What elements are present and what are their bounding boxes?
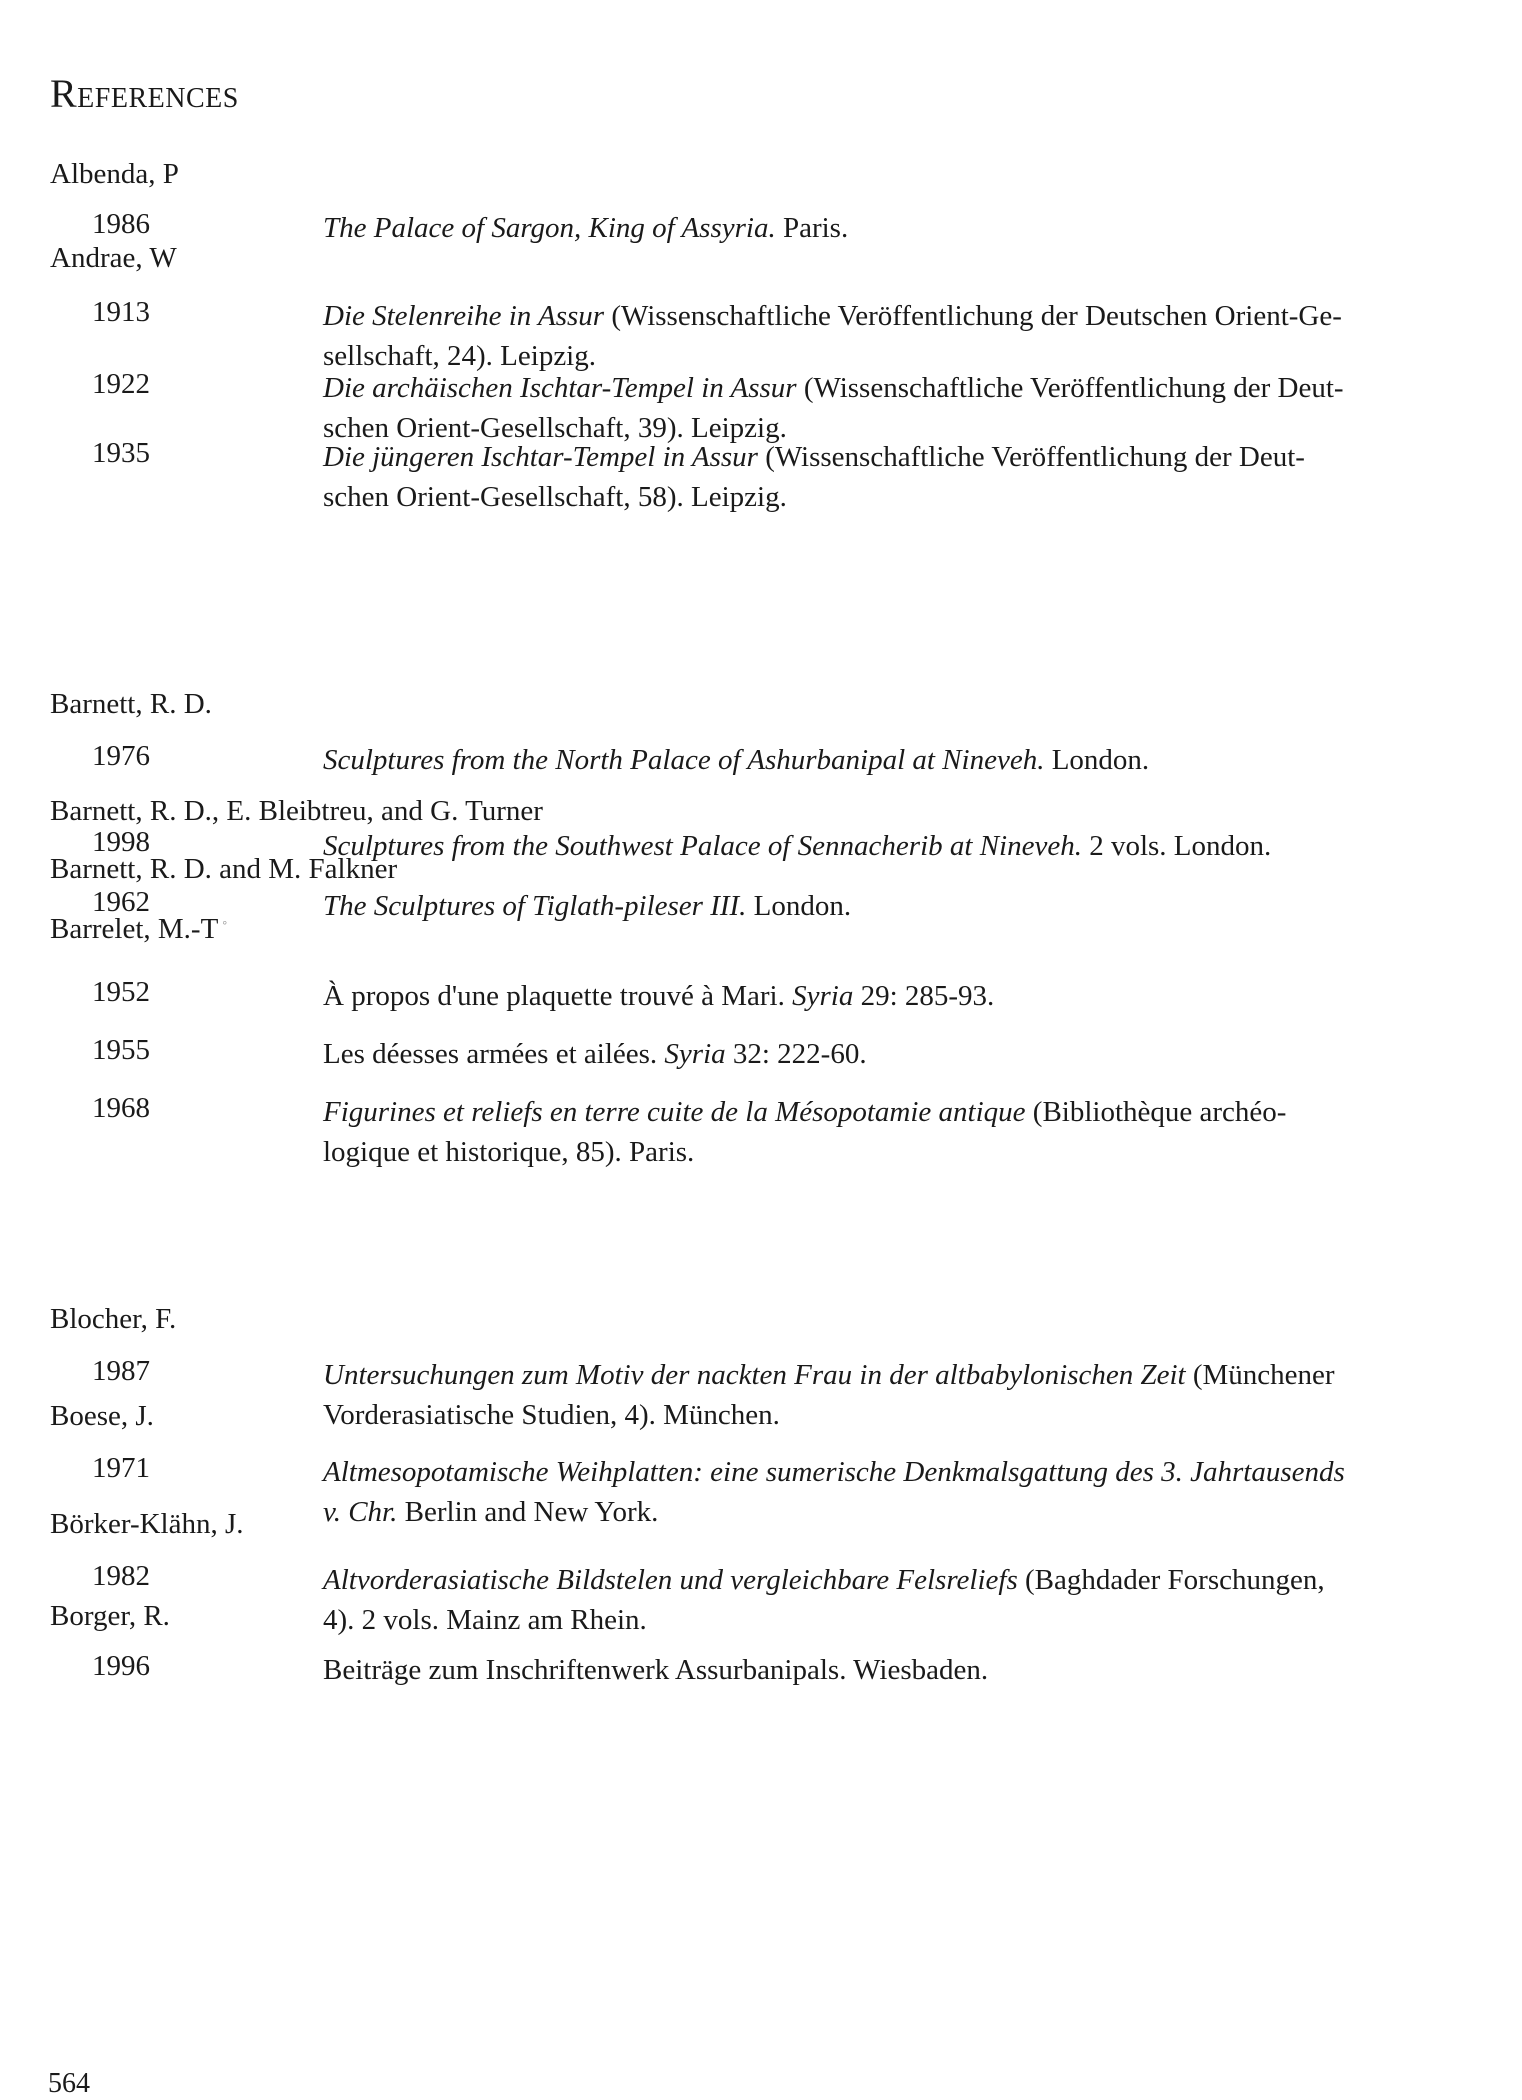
- reference-year: 1935: [92, 437, 150, 469]
- citation-title: Altmesopotamische Weihplatten: eine sumerische Denkmalsgattung des 3. Jahrtausends: [323, 1456, 1345, 1488]
- reference-citation: [323, 1560, 1325, 1640]
- reference-year: 1976: [92, 740, 150, 772]
- reference-author: Barnett, R. D.: [50, 688, 212, 720]
- reference-author: Barnett, R. D., E. Bleibtreu, and G. Turner: [50, 795, 543, 827]
- margin-mark-icon: ◦: [222, 916, 228, 932]
- reference-author: Barrelet, M.-T ◦: [50, 913, 228, 945]
- reference-citation: [323, 1355, 1335, 1435]
- citation-title: Altvorderasiatische Bildstelen und vergleichbare Felsreliefs: [323, 1564, 1018, 1596]
- citation-text: (Wissenschaftliche Veröffentlichung der Deut-: [796, 372, 1344, 404]
- citation-title: Syria: [664, 1038, 726, 1070]
- citation-title: Syria: [792, 980, 854, 1012]
- reference-author: Börker-Klähn, J.: [50, 1508, 244, 1540]
- reference-year: 1996: [92, 1650, 150, 1682]
- citation-title: Untersuchungen zum Motiv der nackten Frau in der altbabylonischen Zeit: [323, 1359, 1186, 1391]
- citation-text: London.: [1044, 744, 1150, 776]
- reference-year: 1982: [92, 1560, 150, 1592]
- citation-text: 2 vols. London.: [1081, 830, 1272, 862]
- reference-citation: [323, 1650, 988, 1690]
- citation-text: Vorderasiatische Studien, 4). München.: [323, 1399, 780, 1431]
- reference-citation: [323, 1092, 1286, 1172]
- citation-text: (Wissenschaftliche Veröffentlichung der Deutschen Orient-Ge-: [604, 300, 1342, 332]
- reference-citation: [323, 976, 994, 1016]
- reference-citation: [323, 208, 848, 248]
- citation-title: The Sculptures of Tiglath-pileser III.: [323, 890, 747, 922]
- reference-citation: [323, 826, 1271, 866]
- citation-text: (Wissenschaftliche Veröffentlichung der Deut-: [757, 441, 1305, 473]
- citation-text: 29: 285-93.: [853, 980, 995, 1012]
- reference-year: 1986: [92, 208, 150, 240]
- reference-author: Borger, R.: [50, 1600, 170, 1632]
- citation-text: 4). 2 vols. Mainz am Rhein.: [323, 1604, 647, 1636]
- citation-text: À propos d'une plaquette trouvé à Mari.: [323, 980, 793, 1012]
- citation-text: Les déesses armées et ailées.: [323, 1038, 665, 1070]
- reference-year: 1955: [92, 1034, 150, 1066]
- reference-citation: [323, 368, 1344, 448]
- citation-title: Figurines et reliefs en terre cuite de la Mésopotamie antique: [323, 1096, 1026, 1128]
- citation-text: 32: 222-60.: [725, 1038, 867, 1070]
- reference-citation: [323, 1034, 867, 1074]
- citation-title: The Palace of Sargon, King of Assyria.: [323, 212, 776, 244]
- page-number: 564: [48, 2068, 90, 2099]
- citation-title: Die archäischen Ischtar-Tempel in Assur: [323, 372, 797, 404]
- citation-title: Sculptures from the Southwest Palace of Sennacherib at Nineveh.: [323, 830, 1082, 862]
- reference-author: Blocher, F.: [50, 1303, 177, 1335]
- citation-text: (Münchener: [1185, 1359, 1335, 1391]
- reference-year: 1962: [92, 886, 150, 918]
- citation-text: (Bibliothèque archéo-: [1025, 1096, 1287, 1128]
- citation-text: sellschaft, 24). Leipzig.: [323, 340, 596, 372]
- citation-text: schen Orient-Gesellschaft, 58). Leipzig.: [323, 481, 787, 513]
- citation-text: London.: [746, 890, 852, 922]
- citation-title: Sculptures from the North Palace of Ashurbanipal at Nineveh.: [323, 744, 1045, 776]
- citation-text: Paris.: [775, 212, 849, 244]
- reference-author: Barnett, R. D. and M. Falkner: [50, 853, 398, 885]
- citation-text: logique et historique, 85). Paris.: [323, 1136, 695, 1168]
- citation-text: (Baghdader Forschungen,: [1017, 1564, 1325, 1596]
- citation-text: schen Orient-Gesellschaft, 39). Leipzig.: [323, 412, 787, 444]
- reference-citation: [323, 296, 1342, 376]
- reference-year: 1968: [92, 1092, 150, 1124]
- reference-year: 1913: [92, 296, 150, 328]
- reference-citation: [323, 437, 1305, 517]
- reference-citation: [323, 886, 851, 926]
- citation-title: v. Chr.: [323, 1496, 398, 1528]
- reference-author: Albenda, P: [50, 158, 179, 190]
- reference-citation: [323, 740, 1149, 780]
- reference-citation: [323, 1452, 1345, 1532]
- reference-author: Andrae, W: [50, 242, 177, 274]
- citation-text: Berlin and New York.: [397, 1496, 659, 1528]
- reference-author: Boese, J.: [50, 1400, 154, 1432]
- reference-year: 1998: [92, 826, 150, 858]
- reference-year: 1987: [92, 1355, 150, 1387]
- reference-year: 1922: [92, 368, 150, 400]
- citation-title: Die jüngeren Ischtar-Tempel in Assur: [323, 441, 758, 473]
- reference-year: 1971: [92, 1452, 150, 1484]
- reference-year: 1952: [92, 976, 150, 1008]
- page-heading: References: [50, 71, 239, 116]
- citation-title: Die Stelenreihe in Assur: [323, 300, 605, 332]
- citation-text: Beiträge zum Inschriftenwerk Assurbanipals. Wiesbaden.: [323, 1654, 989, 1686]
